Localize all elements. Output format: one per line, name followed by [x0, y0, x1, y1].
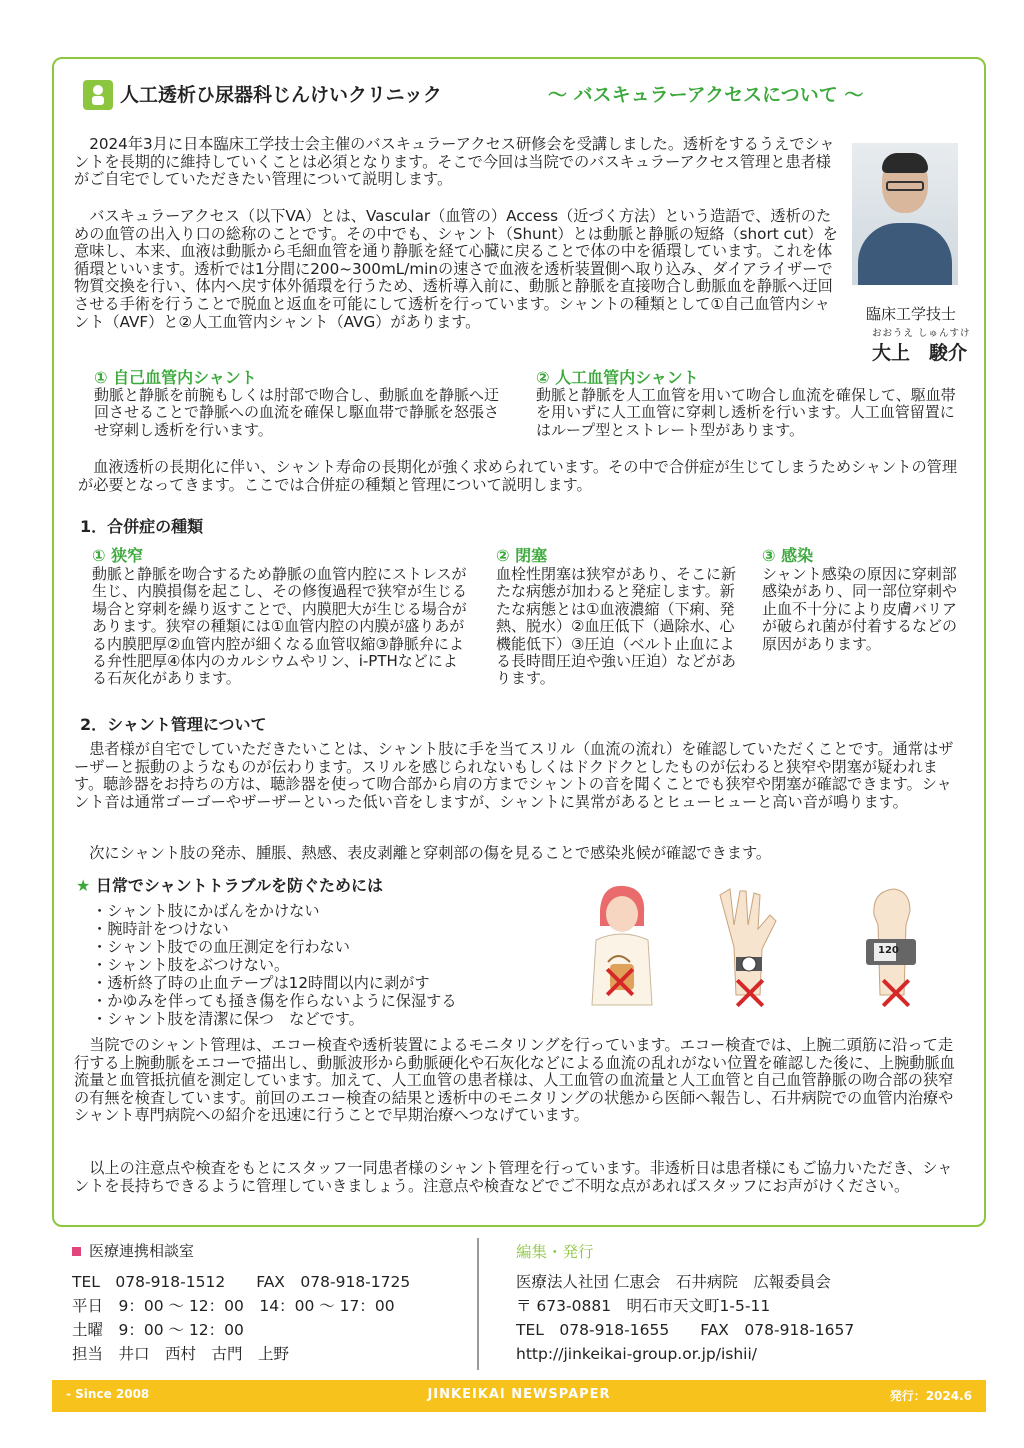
footer-bar [52, 1380, 986, 1412]
shunt-management-paragraph: 患者様が自宅でしていただきたいことは、シャント肢に手を当てスリル（血流の流れ）を確認していただくことです。通常はザーザーと振動のようなものが伝わります。スリルを感じられないもしくはドクドクとしたものが伝わると狭窄や閉塞が疑われます。聴診器をお持ちの方は、聴診器を使って吻合部から肩の方までシャントの音を聞くことでも狭窄や閉塞が確認できます。シャント音は通常ゴーゴーやザーザーといった低い音をしますが、シャントに異常があるとヒューヒューと高い音が鳴ります。 [74, 740, 954, 811]
list-item: ・シャント肢にかばんをかけない [92, 902, 320, 920]
infection-title: ③ 感染 [762, 546, 814, 565]
contact-tel: TEL 078-918-1512 FAX 078-918-1725 [72, 1273, 411, 1291]
publisher-tel: TEL 078-918-1655 FAX 078-918-1657 [516, 1321, 855, 1339]
list-item: ・シャント肢での血圧測定を行わない [92, 938, 350, 956]
clinic-name: 人工透析ひ尿器科じんけいクリニック [120, 84, 442, 106]
square-bullet-icon [72, 1247, 81, 1256]
footer-issue-date: 発行：2024.6 [889, 1389, 972, 1403]
occlusion-text: 血栓性閉塞は狭窄があり、そこに新たな病態が加わると発症します。新たな病態とは①血液濃縮（下痢、発熱、脱水）②血圧低下（過除水、心機能低下）③圧迫（ベルト止血による長時間圧迫や強い圧迫）などがあります。 [496, 565, 737, 688]
watch-illustration [710, 885, 790, 1015]
clinic-logo-icon [83, 80, 113, 110]
avg-title: ② 人工血管内シャント [536, 368, 699, 387]
article-headline: ～ バスキュラーアクセスについて ～ [548, 84, 864, 106]
staff-name-reading: おおうえ しゅんすけ [872, 328, 971, 339]
publisher-org: 医療法人社団 仁恵会 石井病院 広報委員会 [516, 1273, 831, 1291]
list-item: ・透析終了時の止血テープは12時間以内に剥がす [92, 974, 430, 992]
intro-paragraph-2: バスキュラーアクセス（以下VA）とは、Vascular（血管の）Access（近づく方法）という造語で、透析のための血管の出入り口の総称のことです。その中でも、シャント（Shunt）とは動脈と静脈の短絡（short cut）を意味し、本来、血液は動脈から毛細血管を通り静脈を経て心臓に戻ることで体の中を循環しています。これを体循環といいます。透析では1分間に200~300mL/minの速さで血液を透析装置側へ取り込み、ダイアライザーで物質交換を行い、体内へ戻す体外循環を行うため、透析導入前に、動脈と静脈を直接吻合し動脈血を静脈へ迂回させる手術を行うことで脱血と返血を可能にして透析を行っています。シャントの種類として①自己血管内シャント（AVF）と②人工血管内シャント（AVG）があります。 [74, 207, 838, 331]
staff-name: 大上 駿介 [872, 342, 968, 364]
avf-text: 動脈と静脈を前腕もしくは肘部で吻合し、動脈血を静脈へ迂回させることで静脈への血流を確保し駆血帯で静脈を怒張させ穿刺し透析を行います。 [94, 386, 500, 439]
list-item: ・シャント肢を清潔に保つ などです。 [92, 1010, 364, 1028]
blood-pressure-illustration [856, 885, 936, 1015]
intro-paragraph-1: 2024年3月に日本臨床工学技士会主催のバスキュラーアクセス研修会を受講しました。透析をするうえでシャントを長期的に維持していくことは必須となります。そこで今回は当院でのバスキュラーアクセス管理と患者様がご自宅でしていただきたい管理について説明します。 [74, 135, 835, 189]
bag-illustration [582, 880, 662, 1020]
footer-since: - Since 2008 [66, 1387, 150, 1401]
contact-saturday-hours: 土曜 9：00 ～ 12：00 [72, 1321, 244, 1339]
star-icon: ★ [76, 876, 91, 895]
tips-heading: ★ 日常でシャントトラブルを防ぐためには [76, 876, 383, 895]
contact-weekday-hours: 平日 9：00 ～ 12：00 14：00 ～ 17：00 [72, 1297, 395, 1315]
occlusion-title: ② 閉塞 [496, 546, 548, 565]
list-item: ・腕時計をつけない [92, 920, 229, 938]
avf-title: ① 自己血管内シャント [94, 368, 257, 387]
closing-paragraph: 以上の注意点や検査をもとにスタッフ一同患者様のシャント管理を行っています。非透析日は患者様にもご協力いただき、シャントを長持ちできるように管理していきましょう。注意点や検査などでご不明な点があればスタッフにお声がけください。 [74, 1159, 953, 1195]
publisher-address: 〒 673-0881 明石市天文町1-5-11 [516, 1297, 771, 1315]
staff-role: 臨床工学技士 [866, 305, 957, 323]
list-item: ・シャント肢をぶつけない。 [92, 956, 290, 974]
publisher-url[interactable]: http://jinkeikai-group.or.jp/ishii/ [516, 1345, 757, 1363]
stenosis-text: 動脈と静脈を吻合するため静脈の血管内腔にストレスが生じ、内膜損傷を起こし、その修復過程で狭窄が生じる場合と穿刺を繰り返すことで、内膜肥大が生じる場合があります。狭窄の種類には①血管内腔の内膜が盛りあがる内膜肥厚②血管内腔が細くなる血管収縮③静脈弁による弁性肥厚④体内のカルシウムやリン、i-PTHなどによる石灰化があります。 [92, 565, 468, 688]
contact-staff: 担当 井口 西村 古門 上野 [72, 1345, 290, 1363]
section-1-title: 1．合併症の種類 [80, 517, 204, 536]
bp-reading: 120 [878, 945, 899, 956]
infection-text: シャント感染の原因に穿刺部感染があり、同一部位穿刺や止血不十分により皮膚バリアが破られ菌が付着するなどの原因があります。 [762, 565, 958, 653]
footer-newspaper-name: JINKEIKAI NEWSPAPER [427, 1387, 611, 1402]
complication-intro: 血液透析の長期化に伴い、シャント寿命の長期化が強く求められています。その中で合併症が生じてしまうためシャントの管理が必要となってきます。ここでは合併症の種類と管理について説明します。 [78, 458, 958, 494]
avg-text: 動脈と静脈を人工血管を用いて吻合し血流を確保して、駆血帯を用いずに人工血管に穿刺し透析を行います。人工血管留置にはループ型とストレート型があります。 [536, 386, 956, 439]
divider [477, 1238, 479, 1370]
staff-photo [852, 143, 958, 285]
publisher-heading: 編集・発行 [516, 1243, 594, 1261]
stenosis-title: ① 狭窄 [92, 546, 144, 565]
infection-sign-paragraph: 次にシャント肢の発赤、腫脹、熱感、表皮剥離と穿刺部の傷を見ることで感染兆候が確認できます。 [89, 844, 772, 862]
tips-list [92, 902, 457, 1028]
list-item: ・かゆみを伴っても掻き傷を作らないように保湿する [92, 992, 457, 1010]
contact-heading: 医療連携相談室 [72, 1240, 194, 1261]
monitoring-paragraph: 当院でのシャント管理は、エコー検査や透析装置によるモニタリングを行っています。エコー検査では、上腕二頭筋に沿って走行する上腕動脈をエコーで描出し、動脈波形から動脈硬化や石灰化などによる血流の乱れがない位置を確認した後に、上腕動脈血流量と血管抵抗値を測定しています。加えて、人工血管の患者様は、人工血管の血流量と人工血管と自己血管静脈の吻合部の狭窄の有無を検査しています。前回のエコー検査の結果と透析中のモニタリングの状態から医師へ報告し、石井病院での血管内治療やシャント専門病院への紹介を迅速に行うことで早期治療へつなげています。 [74, 1036, 955, 1125]
section-2-title: 2．シャント管理について [80, 715, 267, 734]
